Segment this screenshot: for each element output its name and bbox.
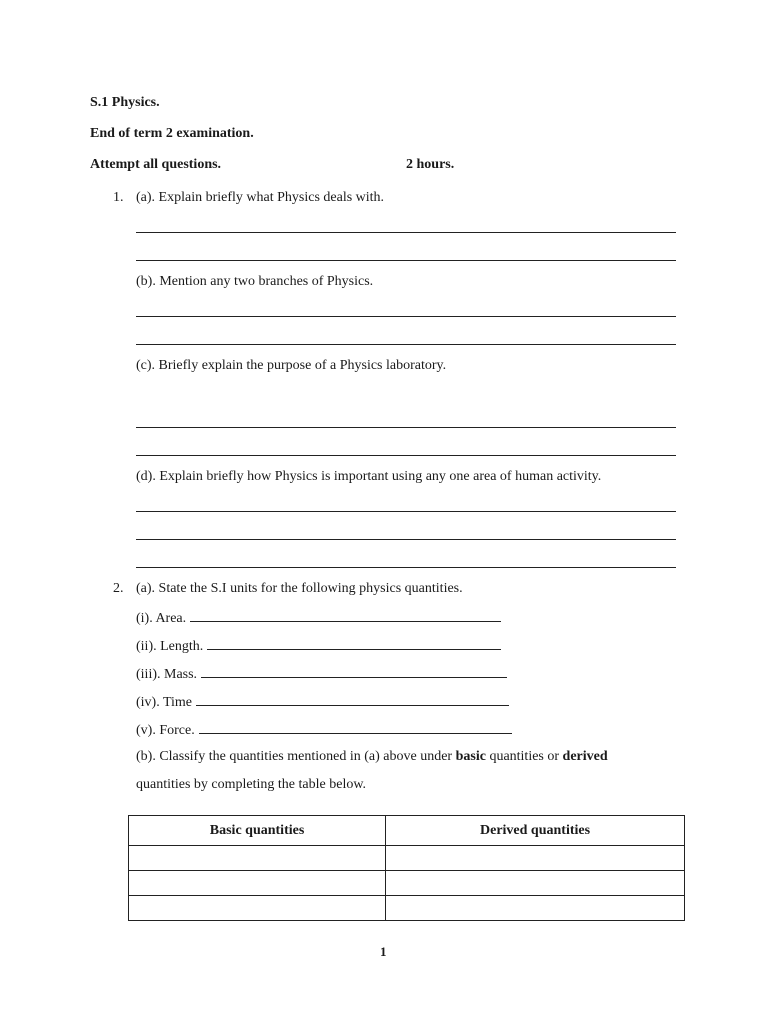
table-row [129,846,685,871]
header-derived-quantities: Derived quantities [386,816,685,846]
basic-emphasis: basic [455,749,486,764]
unit-item-label: (ii). Length. [136,639,204,654]
table-cell[interactable] [129,871,386,896]
unit-answer-blank[interactable] [199,721,512,734]
unit-item-label: (i). Area. [136,611,187,626]
answer-line[interactable] [136,539,676,540]
answer-line[interactable] [136,344,676,345]
answer-line[interactable] [136,260,676,261]
derived-emphasis: derived [562,749,608,764]
answer-line[interactable] [136,232,676,233]
unit-item-label: (iv). Time [136,695,193,710]
unit-item-force [136,721,512,739]
unit-answer-blank[interactable] [201,665,507,678]
answer-line[interactable] [136,316,676,317]
question-2b-text [136,749,608,765]
answer-line[interactable] [136,427,676,428]
question-2a-text: (a). State the S.I units for the following physics quantities. [136,581,463,596]
question-2-number: 2. [113,581,124,596]
unit-item-time [136,693,509,711]
table-cell[interactable] [129,846,386,871]
unit-item-label: (v). Force. [136,723,195,738]
unit-answer-blank[interactable] [207,637,501,650]
question-1d-text: (d). Explain briefly how Physics is important using any one area of human activity. [136,469,602,484]
unit-answer-blank[interactable] [196,693,509,706]
table-cell[interactable] [386,871,685,896]
classification-table [128,815,685,921]
answer-line[interactable] [136,455,676,456]
table-cell[interactable] [129,896,386,921]
table-header-row [129,816,685,846]
question-1a-text: (a). Explain briefly what Physics deals with. [136,190,385,205]
unit-answer-blank[interactable] [190,609,501,622]
question-2b-part: (b). Classify the quantities mentioned in (a) above under [136,749,456,764]
question-1b-text: (b). Mention any two branches of Physics. [136,274,374,289]
exam-title: End of term 2 examination. [90,126,254,141]
table-cell[interactable] [386,846,685,871]
duration-text: 2 hours. [406,157,455,172]
question-1c-text: (c). Briefly explain the purpose of a Physics laboratory. [136,358,447,373]
unit-item-area [136,609,501,627]
answer-line[interactable] [136,511,676,512]
unit-item-mass [136,665,507,683]
header-basic-quantities: Basic quantities [129,816,386,846]
answer-line[interactable] [136,567,676,568]
question-1-number: 1. [113,190,124,205]
unit-item-length [136,637,501,655]
table-row [129,896,685,921]
question-2b-continuation: quantities by completing the table below. [136,777,367,792]
unit-item-label: (iii). Mass. [136,667,198,682]
page-number: 1 [380,944,387,959]
table-cell[interactable] [386,896,685,921]
class-title: S.1 Physics. [90,95,160,110]
question-2b-part: quantities or [485,749,563,764]
instruction-text: Attempt all questions. [90,157,222,172]
table-row [129,871,685,896]
